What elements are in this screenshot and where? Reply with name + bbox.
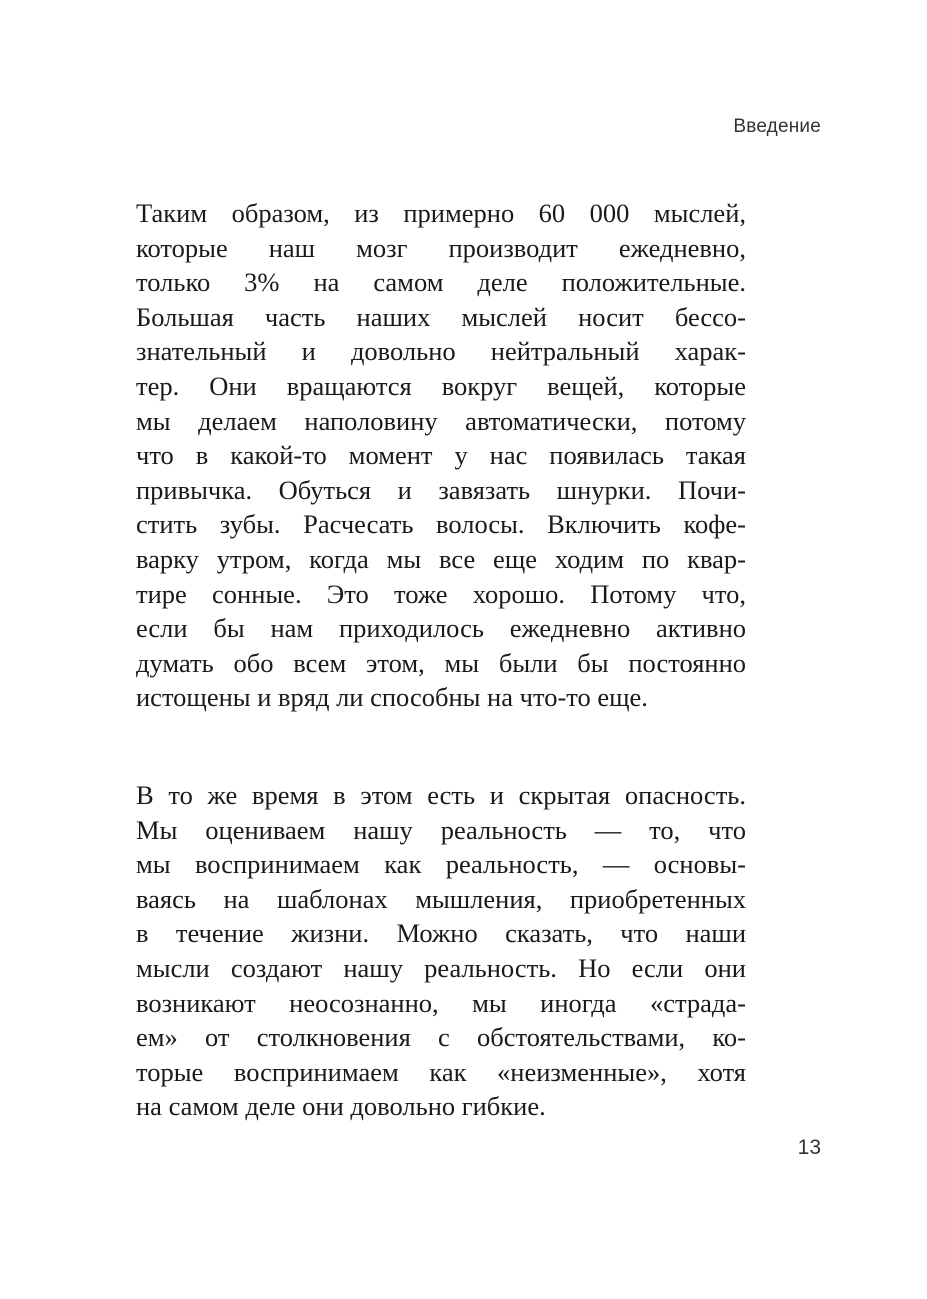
paragraph-2: [136, 778, 746, 1124]
text-line: ем» от столкновения с обстоятельствами, ко-: [136, 1022, 746, 1053]
text-line: тире сонные. Это тоже хорошо. Потому что,: [136, 578, 746, 609]
text-line: Большая часть наших мыслей носит бессо-: [136, 301, 746, 332]
running-head: Введение: [733, 116, 821, 137]
text-line: знательный и довольно нейтральный харак-: [136, 336, 746, 367]
text-line: что в какой-то момент у нас появилась такая: [136, 440, 746, 471]
text-line: возникают неосознанно, мы иногда «страда-: [136, 987, 746, 1018]
page-number: 13: [797, 1136, 821, 1159]
text-line: на самом деле они довольно гибкие.: [136, 1091, 546, 1122]
text-line: Мы оцениваем нашу реальность — то, что: [136, 814, 746, 845]
text-line: В то же время в этом есть и скрытая опасность.: [136, 780, 746, 810]
text-line: если бы нам приходилось ежедневно активно: [136, 613, 746, 644]
text-line: тер. Они вращаются вокруг вещей, которые: [136, 370, 746, 401]
text-line: в течение жизни. Можно сказать, что наши: [136, 918, 746, 949]
text-line: варку утром, когда мы все еще ходим по квар-: [136, 543, 746, 574]
text-line: мы делаем наполовину автоматически, потому: [136, 405, 746, 436]
text-line: мысли создают нашу реальность. Но если они: [136, 952, 746, 983]
text-line: ваясь на шаблонах мышления, приобретенных: [136, 883, 746, 914]
text-line: мы воспринимаем как реальность, — основы-: [136, 849, 746, 880]
text-line: стить зубы. Расчесать волосы. Включить кофе-: [136, 509, 746, 540]
text-line: истощены и вряд ли способны на что-то еще.: [136, 682, 648, 713]
text-line: торые воспринимаем как «неизменные», хотя: [136, 1056, 746, 1087]
text-line: Таким образом, из примерно 60 000 мыслей,: [136, 198, 746, 228]
text-line: которые наш мозг производит ежедневно,: [136, 232, 746, 263]
text-line: только 3% на самом деле положительные.: [136, 267, 746, 298]
text-line: привычка. Обуться и завязать шнурки. Почи-: [136, 474, 746, 505]
paragraph-1: [136, 196, 746, 715]
text-line: думать обо всем этом, мы были бы постоянно: [136, 647, 746, 678]
